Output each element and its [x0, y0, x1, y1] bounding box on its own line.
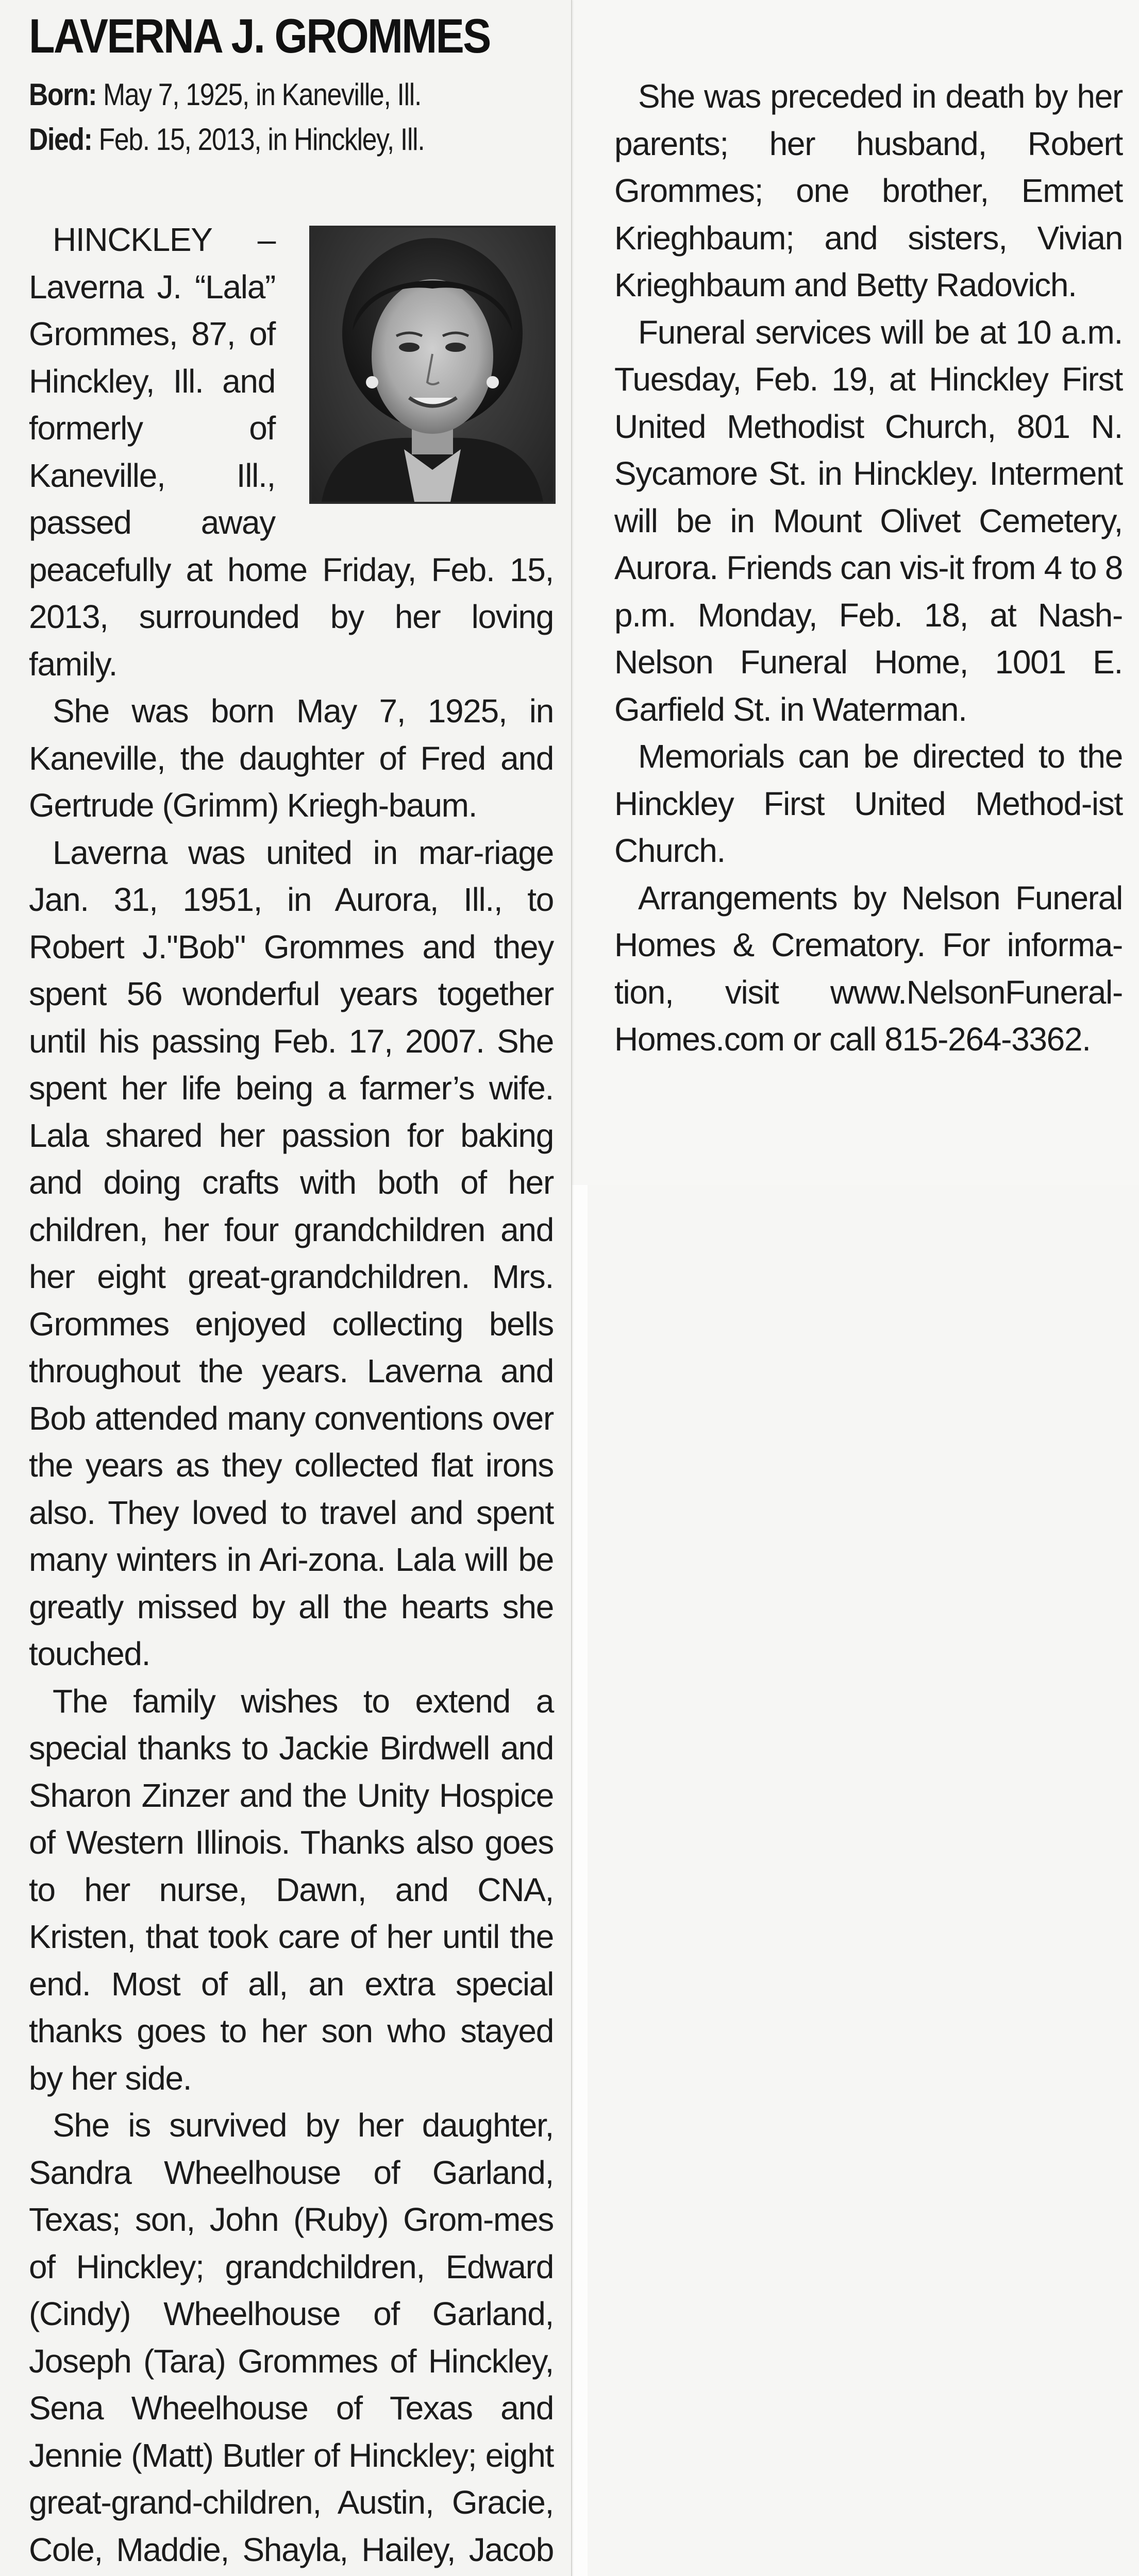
paragraph-life: Laverna was united in mar-riage Jan. 31, 1951, in Aurora, Ill., to Robert J."Bob" Grommes and they spent 56 wonderful years together until his passing Feb. 17, 2007. She spent her life being a farmer’s wife. Lala shared her passion for baking and doing crafts with both of her children, her four grandchildren and her eight great-grandchildren. Mrs. Grommes enjoyed collecting bells throughout the years. Laverna and Bob attended many conventions over the years as they collected flat irons also. They loved to travel and spent many winters in Ari-zona. Lala will be greatly missed by all the hearts she touched.	[29, 834, 554, 1672]
left-column	[29, 216, 554, 2576]
born-label: Born:	[29, 77, 97, 112]
died-text: Feb. 15, 2013, in Hinckley, Ill.	[98, 122, 425, 157]
paragraph-services: Funeral services will be at 10 a.m. Tuesday, Feb. 19, at Hinckley First United Methodist Church, 801 N. Sycamore St. in Hinckley. Interment will be in Mount Olivet Cemetery, Aurora. Friends can vis-it from 4 to 8 p.m. Monday, Feb. 18, at Nash-Nelson Funeral Home, 1001 E. Garfield St. in Waterman.	[614, 313, 1123, 728]
right-column	[614, 73, 1123, 1063]
paragraph-thanks: The family wishes to extend a special thanks to Jackie Birdwell and Sharon Zinzer and the Unity Hospice of Western Illinois. Thanks also goes to her nurse, Dawn, and CNA, Kristen, that took care of her until the end. Most of all, an extra special thanks goes to her son who stayed by her side.	[29, 1682, 554, 2097]
died-label: Died:	[29, 122, 92, 157]
paragraph-survivors: She is survived by her daughter, Sandra Wheelhouse of Garland, Texas; son, John (Ruby) Grom-mes of Hinckley; grandchildren, Edward (Cindy) Wheelhouse of Garland, Joseph (Tara) Grommes of Hinckley, Sena Wheelhouse of Texas and Jennie (Matt) Butler of Hinckley; eight great-grand-children, Austin, Gracie, Cole, Maddie, Shayla, Hailey, Jacob	[29, 2107, 554, 2568]
portrait-figure-icon	[311, 228, 554, 502]
paragraph-preceded: She was preceded in death by her parents; her husband, Robert Grommes; one brother, Emmet Krieghbaum; and sisters, Vivian Krieghbaum and Betty Radovich.	[614, 78, 1123, 303]
paragraph-memorials: Memorials can be directed to the Hinckley First United Method-ist Church.	[614, 738, 1123, 869]
portrait-photo	[309, 226, 556, 504]
born-text: May 7, 1925, in Kaneville, Ill.	[103, 77, 422, 112]
paragraph-birth: She was born May 7, 1925, in Kaneville, the daughter of Fred and Gertrude (Grimm) Kriegh-baum.	[29, 692, 554, 824]
obituary-headline: LAVERNA J. GROMMES	[29, 9, 490, 63]
paragraph-intro: HINCKLEY – Laverna J. “Lala” Grommes, 87, of Hinckley, Ill. and formerly of Kaneville, Ill., passed away peacefully at home Friday, Feb. 15, 2013, surrounded by her loving family.	[29, 221, 554, 683]
died-line	[29, 117, 424, 162]
birth-death-block	[29, 72, 424, 162]
paragraph-arrangements: Arrangements by Nelson Funeral Homes & Crematory. For informa-tion, visit www.NelsonFuneral-Homes.com or call 815-264-3362.	[614, 879, 1123, 1058]
born-line	[29, 72, 424, 117]
